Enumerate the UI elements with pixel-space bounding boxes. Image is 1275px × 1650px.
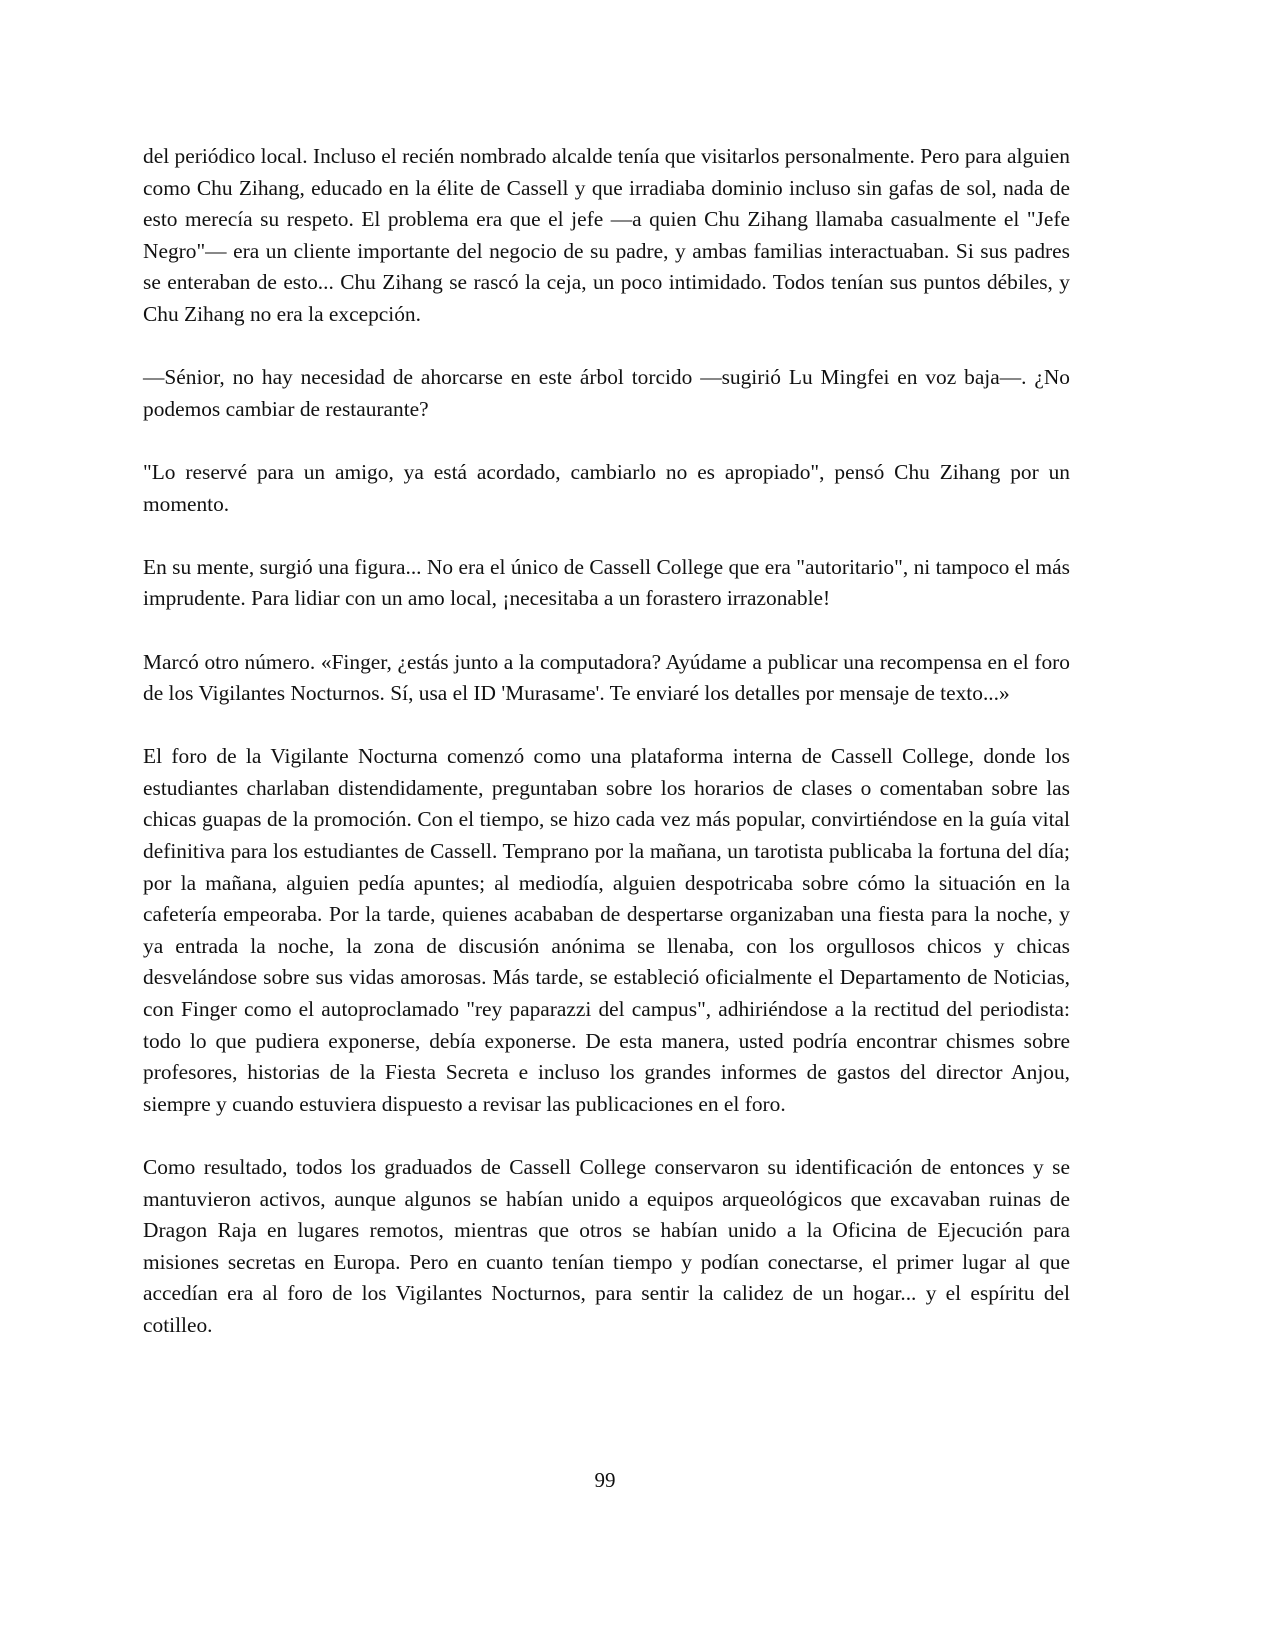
paragraph: Marcó otro número. «Finger, ¿estás junto a la computadora? Ayúdame a publicar una recompensa en el foro de los Vigilantes Nocturnos. Sí, usa el ID 'Murasame'. Te enviaré los detalles por mensaje de texto...» [143,649,1070,706]
paragraph: "Lo reservé para un amigo, ya está acordado, cambiarlo no es apropiado", pensó Chu Zihang por un momento. [143,459,1070,516]
paragraph: En su mente, surgió una figura... No era el único de Cassell College que era "autoritario", ni tampoco el más imprudente. Para lidiar con un amo local, ¡necesitaba a un forastero irrazonable! [143,554,1070,611]
paragraph: —Sénior, no hay necesidad de ahorcarse en este árbol torcido —sugirió Lu Mingfei en voz baja—. ¿No podemos cambiar de restaurante? [143,365,1070,421]
paragraph: del periódico local. Incluso el recién nombrado alcalde tenía que visitarlos personalmente. Pero para alguien como Chu Zihang, educado en la élite de Cassell y que irradiaba dominio incluso sin gafas de sol, nada de esto merecía su respeto. El problema era que el jefe —a quien Chu Zihang llamaba casualmente el "Jefe Negro"— era un cliente importante del negocio de su padre, y ambas familias interactuaban. Si sus padres se enteraban de esto... Chu Zihang se rascó la ceja, un poco intimidado. Todos tenían sus puntos débiles, y Chu Zihang no era la excepción. [143,144,1070,326]
paragraph: Como resultado, todos los graduados de Cassell College conservaron su identificación de entonces y se mantuvieron activos, aunque algunos se habían unido a equipos arqueológicos que excavaban ruinas de Dragon Raja en lugares remotos, mientras que otros se habían unido a la Oficina de Ejecución para misiones secretas en Europa. Pero en cuanto tenían tiempo y podían conectarse, el primer lugar al que accedían era al foro de los Vigilantes Nocturnos, para sentir la calidez de un hogar... y el espíritu del cotilleo. [143,1155,1070,1337]
page-number: 99 [594,1468,616,1492]
paragraph: El foro de la Vigilante Nocturna comenzó como una plataforma interna de Cassell College, donde los estudiantes charlaban distendidamente, preguntaban sobre los horarios de clases o comentaban sobre las chicas guapas de la promoción. Con el tiempo, se hizo cada vez más popular, convirtiéndose en la guía vital definitiva para los estudiantes de Cassell. Temprano por la mañana, un tarotista publicaba la fortuna del día; por la mañana, alguien pedía apuntes; al mediodía, alguien despotricaba sobre cómo la situación en la cafetería empeoraba. Por la tarde, quienes acababan de despertarse organizaban una fiesta para la noche, y ya entrada la noche, la zona de discusión anónima se llenaba, con los orgullosos chicos y chicas desvelándose sobre sus vidas amorosas. Más tarde, se estableció oficialmente el Departamento de Noticias, con Finger como el autoproclamado "rey paparazzi del campus", adhiriéndose a la rectitud del periodista: todo lo que pudiera exponerse, debía exponerse. De esta manera, usted podría encontrar chismes sobre profesores, historias de la Fiesta Secreta e incluso los grandes informes de gastos del director Anjou, siempre y cuando estuviera dispuesto a revisar las publicaciones en el foro. [143,744,1070,1116]
body-text [143,141,1070,1373]
